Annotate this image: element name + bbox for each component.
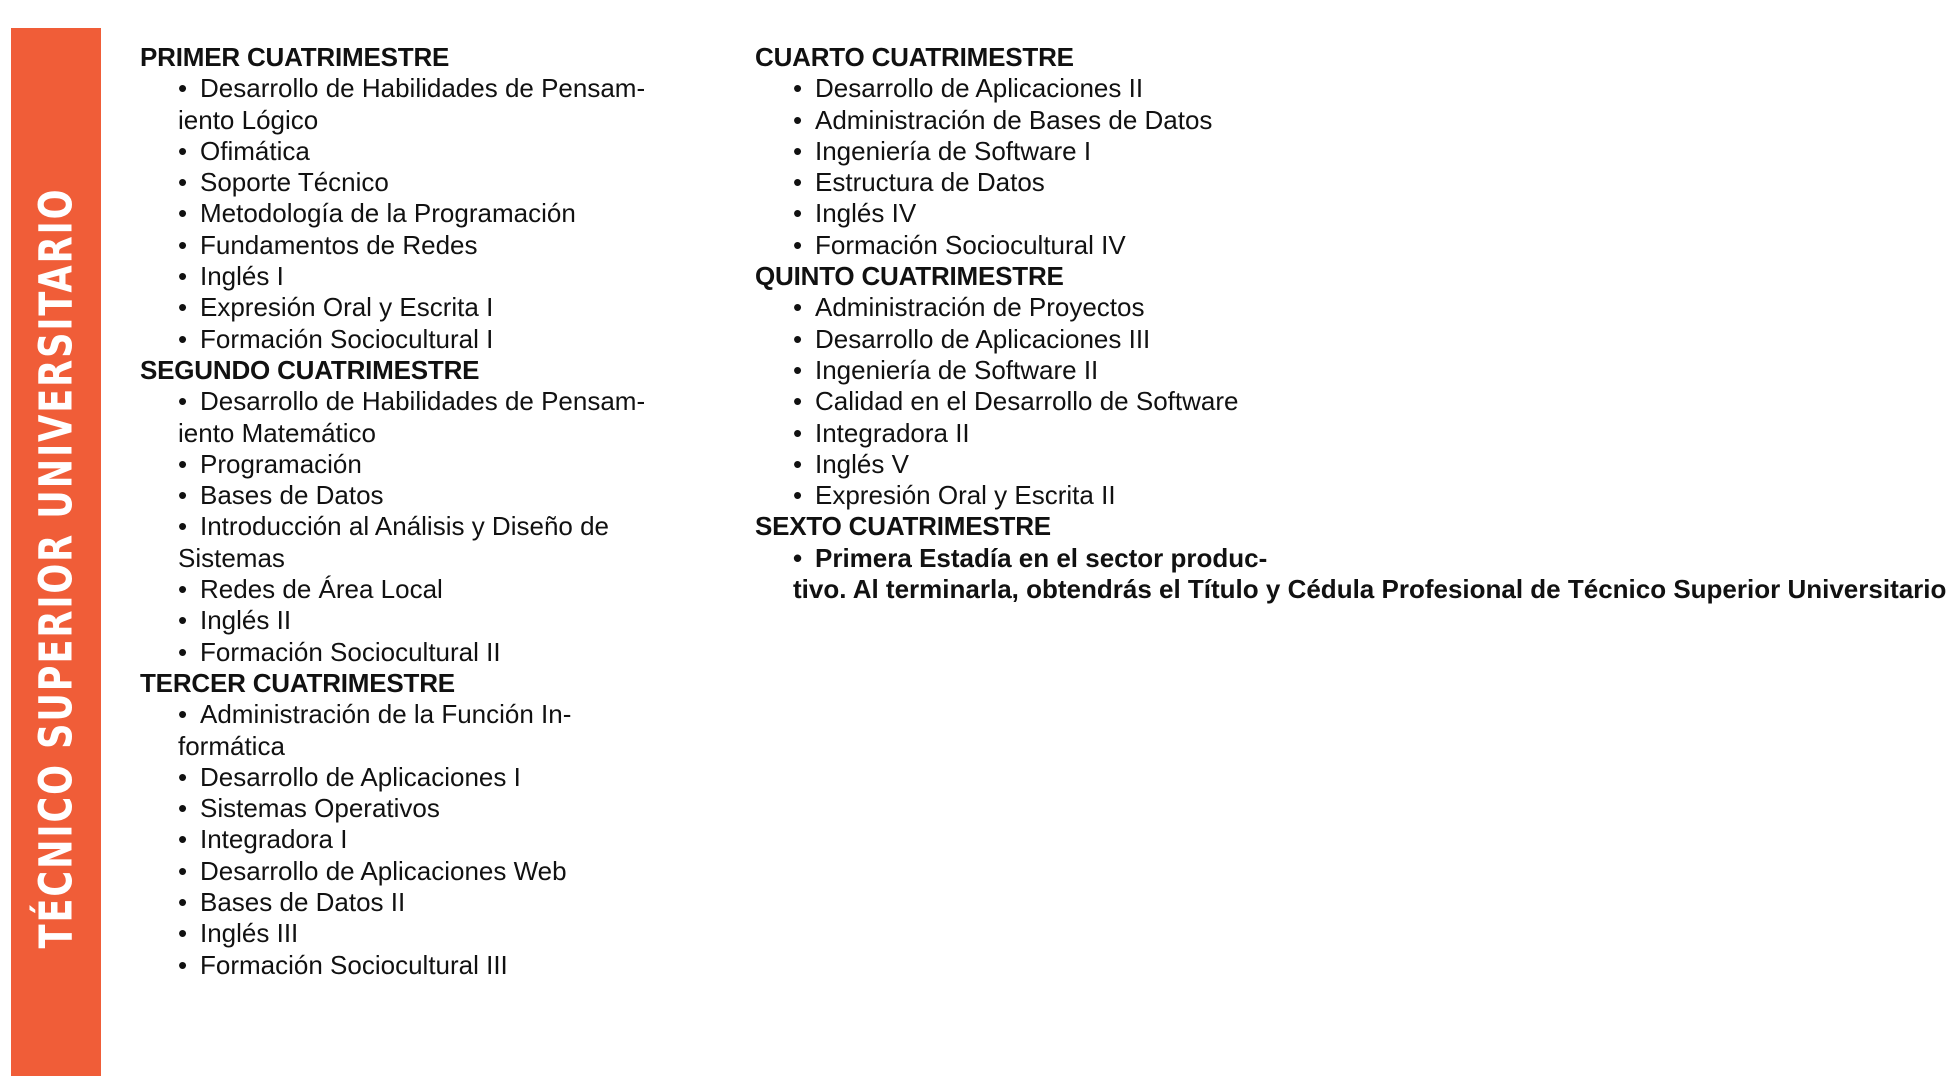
semester-section: [140, 355, 720, 668]
bullet-glyph: •: [178, 167, 188, 198]
list-item: [793, 292, 1335, 323]
bullet-glyph: •: [793, 448, 803, 479]
course-label: Formación Sociocultural IV: [815, 229, 1126, 260]
section-title: QUINTO CUATRIMESTRE: [755, 261, 1064, 292]
course-label: Introducción al Análisis y Diseño de Sistemas: [178, 511, 610, 573]
course-label: Administración de la Función In- formática: [178, 699, 572, 761]
course-label: Formación Sociocultural I: [200, 323, 494, 354]
bullet-glyph: •: [178, 887, 188, 918]
list-item: [793, 136, 1335, 167]
course-label: Bases de Datos: [200, 480, 384, 511]
course-label: Desarrollo de Habilidades de Pensam- iento Matemático: [178, 386, 646, 448]
list-item: [793, 418, 1335, 449]
course-label: Ingeniería de Software I: [815, 135, 1092, 166]
course-label: Inglés I: [200, 261, 284, 292]
list-item: [793, 480, 1335, 511]
list-item: [793, 105, 1335, 136]
course-label: Integradora II: [815, 417, 970, 448]
list-item: [793, 355, 1335, 386]
left-column: [140, 42, 720, 981]
list-item: [793, 449, 1335, 480]
bullet-glyph: •: [793, 135, 803, 166]
course-label: Integradora I: [200, 824, 348, 855]
side-banner: [11, 28, 101, 1076]
course-label: Desarrollo de Aplicaciones II: [815, 73, 1144, 104]
bullet-glyph: •: [793, 354, 803, 385]
bullet-glyph: •: [178, 386, 188, 417]
bullet-glyph: •: [178, 448, 188, 479]
course-label: Desarrollo de Aplicaciones Web: [200, 855, 567, 886]
list-item: [178, 292, 720, 323]
bullet-glyph: •: [178, 761, 188, 792]
list-item: [793, 198, 1335, 229]
course-label: Inglés V: [815, 448, 909, 479]
course-label: Inglés III: [200, 918, 299, 949]
course-list: [140, 699, 720, 981]
list-item: [178, 261, 720, 292]
list-item: [178, 887, 720, 918]
list-item: [793, 73, 1335, 104]
bullet-glyph: •: [178, 824, 188, 855]
course-label: Administración de Proyectos: [815, 292, 1145, 323]
course-label: Administración de Bases de Datos: [815, 104, 1213, 135]
bullet-glyph: •: [178, 511, 188, 542]
course-label: Fundamentos de Redes: [200, 229, 478, 260]
course-label: Bases de Datos II: [200, 887, 406, 918]
list-item: [178, 73, 720, 136]
bullet-glyph: •: [793, 292, 803, 323]
list-item: [178, 950, 720, 981]
list-item: [178, 762, 720, 793]
list-item: [178, 637, 720, 668]
course-list: [755, 542, 1946, 606]
course-label: Inglés IV: [815, 198, 917, 229]
banner-title: TÉCNICO SUPERIOR UNIVERSITARIO: [29, 187, 83, 949]
list-item: [178, 386, 720, 449]
list-item: [793, 386, 1335, 417]
bullet-glyph: •: [178, 918, 188, 949]
course-label: Soporte Técnico: [200, 167, 389, 198]
bullet-glyph: •: [178, 480, 188, 511]
course-label: Inglés II: [200, 605, 292, 636]
bullet-glyph: •: [178, 605, 188, 636]
course-label: Desarrollo de Aplicaciones I: [200, 761, 521, 792]
bullet-glyph: •: [178, 292, 188, 323]
list-item: [178, 918, 720, 949]
semester-section: [755, 261, 1335, 511]
bullet-glyph: •: [178, 793, 188, 824]
course-label: Sistemas Operativos: [200, 793, 440, 824]
list-item: [793, 324, 1335, 355]
list-item: [178, 230, 720, 261]
list-item: [793, 542, 1946, 606]
course-list: [140, 73, 720, 355]
bullet-glyph: •: [178, 261, 188, 292]
list-item: [178, 699, 720, 762]
list-item: [178, 480, 720, 511]
course-list: [755, 73, 1335, 261]
section-title: PRIMER CUATRIMESTRE: [140, 42, 450, 72]
bullet-glyph: •: [178, 949, 188, 980]
list-item: [178, 136, 720, 167]
bullet-glyph: •: [793, 73, 803, 104]
course-label: Redes de Área Local: [200, 574, 443, 605]
bullet-glyph: •: [793, 386, 803, 417]
bullet-glyph: •: [793, 323, 803, 354]
bullet-glyph: •: [793, 542, 803, 573]
list-item: [178, 198, 720, 229]
course-list: [755, 292, 1335, 511]
course-label: Formación Sociocultural III: [200, 949, 508, 980]
semester-section: [140, 42, 720, 355]
list-item: [178, 824, 720, 855]
bullet-glyph: •: [178, 135, 188, 166]
course-label: Formación Sociocultural II: [200, 636, 501, 667]
section-title: TERCER CUATRIMESTRE: [140, 667, 455, 698]
course-label: Estructura de Datos: [815, 167, 1045, 198]
bullet-glyph: •: [178, 636, 188, 667]
list-item: [178, 511, 720, 574]
course-label: Ingeniería de Software II: [815, 354, 1099, 385]
list-item: [178, 574, 720, 605]
right-column: [755, 42, 1946, 605]
semester-section: [140, 668, 720, 981]
bullet-glyph: •: [178, 229, 188, 260]
bullet-glyph: •: [178, 73, 188, 104]
bullet-glyph: •: [793, 104, 803, 135]
list-item: [793, 167, 1335, 198]
bullet-glyph: •: [793, 198, 803, 229]
bullet-glyph: •: [793, 167, 803, 198]
bullet-glyph: •: [793, 229, 803, 260]
semester-section: [755, 511, 1946, 605]
bullet-glyph: •: [178, 699, 188, 730]
section-title: SEGUNDO CUATRIMESTRE: [140, 354, 480, 385]
course-label: Expresión Oral y Escrita II: [815, 480, 1116, 511]
course-label: Desarrollo de Habilidades de Pensam- iento Lógico: [178, 73, 646, 135]
section-title: CUARTO CUATRIMESTRE: [755, 42, 1074, 72]
course-label: Ofimática: [200, 135, 310, 166]
bullet-glyph: •: [178, 198, 188, 229]
list-item: [178, 324, 720, 355]
bullet-glyph: •: [793, 480, 803, 511]
section-title: SEXTO CUATRIMESTRE: [755, 511, 1051, 542]
course-label: Calidad en el Desarrollo de Software: [815, 386, 1239, 417]
list-item: [178, 856, 720, 887]
course-list: [140, 386, 720, 668]
course-label: Metodología de la Programación: [200, 198, 576, 229]
semester-section: [755, 42, 1335, 261]
list-item: [178, 449, 720, 480]
course-label: Programación: [200, 448, 362, 479]
course-label: Expresión Oral y Escrita I: [200, 292, 494, 323]
bullet-glyph: •: [793, 417, 803, 448]
bullet-glyph: •: [178, 855, 188, 886]
list-item: [793, 230, 1335, 261]
list-item: [178, 167, 720, 198]
list-item: [178, 605, 720, 636]
course-label: Primera Estadía en el sector produc- tivo. Al terminarla, obtendrás el Título y Cédula Profesional de Técnico Superior Universitario: [793, 542, 1946, 605]
bullet-glyph: •: [178, 323, 188, 354]
course-label: Desarrollo de Aplicaciones III: [815, 323, 1151, 354]
bullet-glyph: •: [178, 574, 188, 605]
list-item: [178, 793, 720, 824]
